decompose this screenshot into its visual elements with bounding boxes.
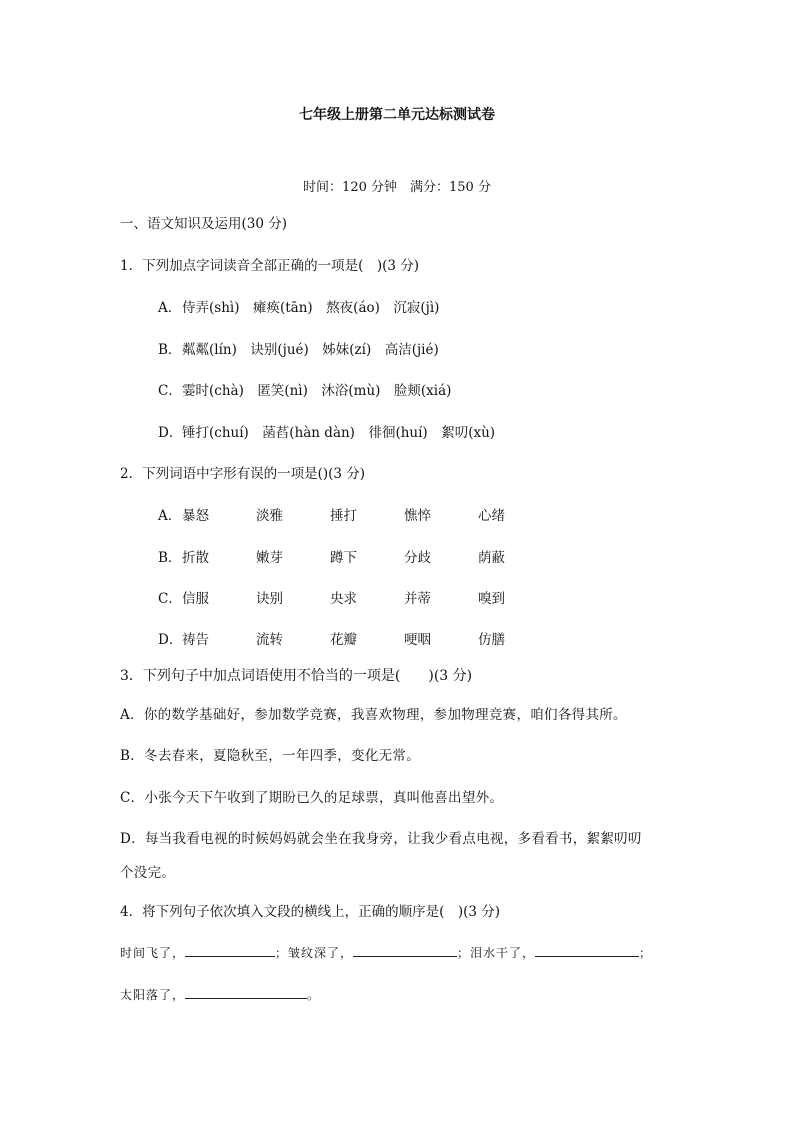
option-text: 粼粼(lín) 诀别(jué) 姊妹(zí) 高洁(jié) [182,342,439,358]
option-letter: C． [158,591,182,607]
word: 荫蔽 [478,550,505,566]
q1-option-a [158,296,439,316]
q3-option-c [120,786,503,806]
q4-passage-line-1 [120,944,652,961]
q1-option-c [158,379,451,399]
question-2-stem: 2．下列词语中字形有误的一项是()(3 分) [120,466,366,482]
passage-text: ；皱纹深了， [275,946,354,960]
word: 仿膳 [478,632,505,648]
fill-blank[interactable] [535,944,639,957]
q1-option-d [158,421,495,441]
q3-option-d [120,827,642,847]
word: 嗅到 [478,591,505,607]
word: 分歧 [404,550,431,566]
passage-text: 。 [307,988,321,1002]
passage-text: ；泪水干了， [457,946,536,960]
q3-option-b [120,744,420,764]
word: 央求 [330,591,357,607]
word: 折散 [182,550,209,566]
word: 流转 [256,632,283,648]
q2-option-a [158,504,505,524]
word: 哽咽 [404,632,431,648]
option-letter: B． [158,550,182,566]
exam-meta: 时间：120 分钟 满分：150 分 [303,180,491,195]
question-4-stem: 4．将下列句子依次填入文段的横线上，正确的顺序是( )(3 分) [120,904,501,920]
passage-text: ； [639,946,653,960]
option-text: 冬去春来，夏隐秋至，一年四季，变化无常。 [144,748,421,764]
passage-text: 太阳落了， [120,988,186,1002]
option-text: 锤打(chuí) 菡萏(hàn dàn) 徘徊(huí) 絮叨(xù) [182,425,496,441]
option-letter: A． [158,300,182,316]
word: 心绪 [478,508,505,524]
fill-blank[interactable] [185,944,275,957]
option-letter: B． [120,748,145,764]
fill-blank[interactable] [185,986,307,999]
word: 花瓣 [330,632,357,648]
option-letter: B． [158,342,182,358]
option-letter: C． [158,383,182,399]
word: 并蒂 [404,591,431,607]
option-letter: D． [120,831,145,847]
word: 憔悴 [404,508,431,524]
q2-option-b [158,546,505,566]
section-heading: 一、语文知识及运用(30 分) [120,216,288,232]
question-1-stem: 1．下列加点字词读音全部正确的一项是( )(3 分) [120,258,420,274]
q1-option-b [158,338,439,358]
q3-option-a [120,703,627,723]
fill-blank[interactable] [353,944,457,957]
q2-option-c [158,587,505,607]
word: 蹲下 [330,550,357,566]
question-3-stem: 3．下列句子中加点词语使用不恰当的一项是( )(3 分) [120,668,473,684]
word: 暴怒 [182,508,209,524]
word: 嫩芽 [256,550,283,566]
option-letter: D． [158,632,183,648]
option-text: 你的数学基础好，参加数学竞赛，我喜欢物理，参加物理竞赛，咱们各得其所。 [143,707,627,723]
word: 淡雅 [256,508,283,524]
option-letter: C． [120,790,145,806]
word: 捶打 [330,508,357,524]
option-text: 小张今天下午收到了期盼已久的足球票，真叫他喜出望外。 [144,790,504,806]
option-text: 霎时(chà) 匿笑(nì) 沐浴(mù) 脸颊(xiá) [182,383,452,399]
word: 信服 [182,591,209,607]
q4-passage-line-2 [120,986,320,1003]
option-letter: A． [120,707,144,723]
page-title: 七年级上册第二单元达标测试卷 [299,107,495,123]
word: 祷告 [182,632,209,648]
option-letter: A． [158,508,182,524]
passage-text: 时间飞了， [120,946,186,960]
word: 诀别 [256,591,283,607]
q2-option-d [158,628,505,648]
option-text: 侍弄(shì) 瘫痪(tān) 熬夜(áo) 沉寂(jì) [182,300,440,316]
option-letter: D． [158,425,183,441]
option-text: 每当我看电视的时候妈妈就会坐在我身旁，让我少看点电视，多看看书，絮絮叨叨 [144,831,642,847]
q3-option-d-continued: 个没完。 [120,865,176,881]
